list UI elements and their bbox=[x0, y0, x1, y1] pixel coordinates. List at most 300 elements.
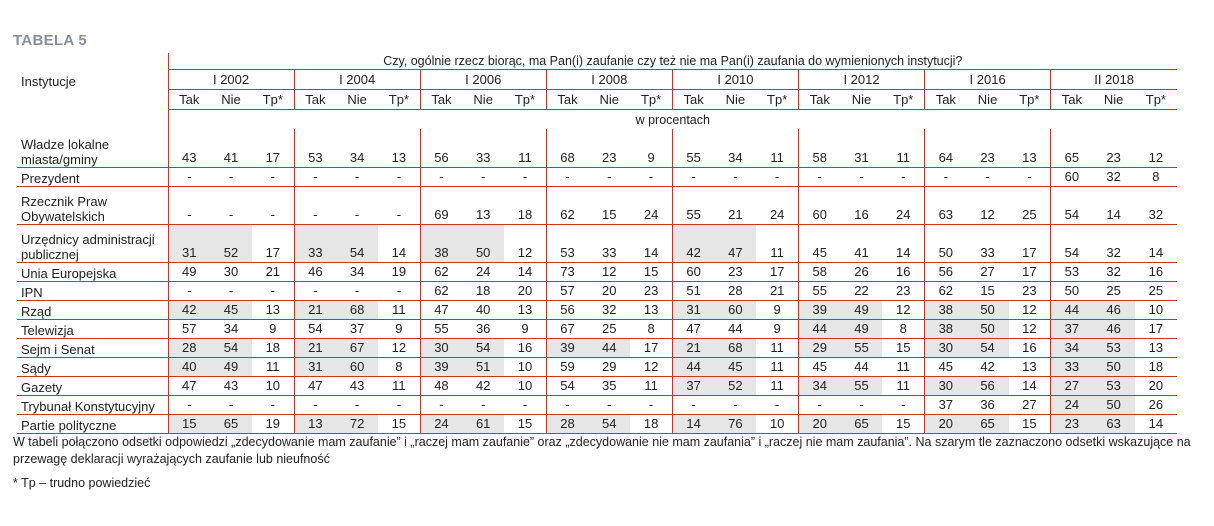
value-cell: 55 bbox=[420, 319, 462, 338]
value-cell: 16 bbox=[504, 338, 546, 357]
value-cell: 10 bbox=[504, 357, 546, 376]
value-cell: - bbox=[294, 186, 336, 224]
value-cell: - bbox=[210, 395, 252, 414]
value-cell: 58 bbox=[798, 262, 840, 281]
value-cell: - bbox=[840, 395, 882, 414]
value-cell: 11 bbox=[882, 129, 924, 167]
value-cell: 20 bbox=[925, 414, 967, 433]
value-cell: 25 bbox=[1009, 186, 1051, 224]
institution-name-line: publicznej bbox=[21, 246, 79, 262]
value-cell: 53 bbox=[294, 129, 336, 167]
answer-header: Nie bbox=[1093, 90, 1135, 110]
value-cell: 45 bbox=[210, 300, 252, 319]
institution-name bbox=[17, 262, 168, 281]
value-cell: 34 bbox=[714, 129, 756, 167]
value-cell: 49 bbox=[210, 357, 252, 376]
value-cell: 17 bbox=[1009, 224, 1051, 262]
value-cell: 43 bbox=[210, 376, 252, 395]
value-cell: 54 bbox=[294, 319, 336, 338]
value-cell: - bbox=[294, 395, 336, 414]
institution-name-line: IPN bbox=[21, 284, 43, 300]
value-cell: 47 bbox=[168, 376, 210, 395]
value-cell: - bbox=[504, 395, 546, 414]
value-cell: 64 bbox=[925, 129, 967, 167]
value-cell: - bbox=[294, 281, 336, 300]
value-cell: 15 bbox=[630, 262, 672, 281]
value-cell: - bbox=[378, 281, 420, 300]
year-header: I 2012 bbox=[798, 70, 924, 90]
value-cell: 52 bbox=[210, 224, 252, 262]
value-cell: 51 bbox=[462, 357, 504, 376]
value-cell: - bbox=[672, 167, 714, 186]
value-cell: 15 bbox=[967, 281, 1009, 300]
value-cell: 32 bbox=[1093, 224, 1135, 262]
value-cell: - bbox=[336, 395, 378, 414]
value-cell: 14 bbox=[504, 262, 546, 281]
value-cell: 14 bbox=[630, 224, 672, 262]
value-cell: 42 bbox=[168, 300, 210, 319]
value-cell: 56 bbox=[967, 376, 1009, 395]
value-cell: 54 bbox=[546, 376, 588, 395]
value-cell: 24 bbox=[420, 414, 462, 433]
value-cell: - bbox=[504, 167, 546, 186]
value-cell: - bbox=[925, 167, 967, 186]
table-row bbox=[17, 414, 1177, 433]
institution-name-line: Obywatelskich bbox=[21, 208, 105, 224]
table-row bbox=[17, 338, 1177, 357]
value-cell: 32 bbox=[1093, 262, 1135, 281]
value-cell: - bbox=[168, 167, 210, 186]
value-cell: 54 bbox=[462, 338, 504, 357]
year-header: I 2008 bbox=[546, 70, 672, 90]
value-cell: 61 bbox=[462, 414, 504, 433]
value-cell: 13 bbox=[504, 300, 546, 319]
value-cell: 52 bbox=[714, 376, 756, 395]
value-cell: 53 bbox=[546, 224, 588, 262]
value-cell: - bbox=[378, 167, 420, 186]
value-cell: 27 bbox=[967, 262, 1009, 281]
value-cell: 60 bbox=[714, 300, 756, 319]
value-cell: 54 bbox=[210, 338, 252, 357]
value-cell: - bbox=[336, 167, 378, 186]
table-row bbox=[17, 224, 1177, 262]
value-cell: 15 bbox=[588, 186, 630, 224]
institution-name bbox=[17, 224, 168, 262]
value-cell: 13 bbox=[1009, 357, 1051, 376]
answer-header: Tak bbox=[294, 90, 336, 110]
institution-name-line: Urzędnicy administracji bbox=[21, 231, 155, 247]
value-cell: 68 bbox=[546, 129, 588, 167]
value-cell: 15 bbox=[882, 414, 924, 433]
value-cell: 23 bbox=[588, 129, 630, 167]
institution-name-line: Władze lokalne bbox=[21, 136, 110, 152]
value-cell: 67 bbox=[546, 319, 588, 338]
institution-name-line: Sejm i Senat bbox=[21, 341, 95, 357]
value-cell: 32 bbox=[1093, 167, 1135, 186]
value-cell: 55 bbox=[798, 281, 840, 300]
value-cell: 14 bbox=[1135, 414, 1177, 433]
value-cell: 8 bbox=[630, 319, 672, 338]
answer-header: Tak bbox=[798, 90, 840, 110]
answer-header: Nie bbox=[210, 90, 252, 110]
value-cell: - bbox=[798, 395, 840, 414]
value-cell: 31 bbox=[840, 129, 882, 167]
value-cell: 12 bbox=[967, 186, 1009, 224]
value-cell: 38 bbox=[925, 319, 967, 338]
value-cell: 34 bbox=[210, 319, 252, 338]
year-header: I 2006 bbox=[420, 70, 546, 90]
institution-name bbox=[17, 376, 168, 395]
value-cell: 63 bbox=[1093, 414, 1135, 433]
value-cell: - bbox=[336, 281, 378, 300]
value-cell: 15 bbox=[168, 414, 210, 433]
value-cell: 11 bbox=[756, 129, 798, 167]
value-cell: 44 bbox=[798, 319, 840, 338]
value-cell: - bbox=[630, 395, 672, 414]
institution-name bbox=[17, 300, 168, 319]
value-cell: 9 bbox=[756, 319, 798, 338]
value-cell: 44 bbox=[714, 319, 756, 338]
table-label: TABELA 5 bbox=[13, 32, 88, 49]
value-cell: 29 bbox=[798, 338, 840, 357]
value-cell: 39 bbox=[798, 300, 840, 319]
value-cell: 67 bbox=[336, 338, 378, 357]
value-cell: 56 bbox=[420, 129, 462, 167]
unit-label: w procentach bbox=[168, 110, 1177, 130]
value-cell: 50 bbox=[1093, 357, 1135, 376]
value-cell: 25 bbox=[1135, 281, 1177, 300]
value-cell: 53 bbox=[1093, 376, 1135, 395]
value-cell: 11 bbox=[378, 376, 420, 395]
value-cell: - bbox=[967, 167, 1009, 186]
value-cell: 21 bbox=[294, 338, 336, 357]
value-cell: 37 bbox=[672, 376, 714, 395]
table-row bbox=[17, 281, 1177, 300]
value-cell: - bbox=[168, 395, 210, 414]
value-cell: 65 bbox=[210, 414, 252, 433]
institution-name bbox=[17, 186, 168, 224]
value-cell: 14 bbox=[672, 414, 714, 433]
value-cell: 45 bbox=[714, 357, 756, 376]
value-cell: 34 bbox=[336, 129, 378, 167]
value-cell: 36 bbox=[462, 319, 504, 338]
institution-name-line: Trybunał Konstytucyjny bbox=[21, 398, 155, 414]
value-cell: 44 bbox=[840, 357, 882, 376]
value-cell: 19 bbox=[252, 414, 294, 433]
answer-header: Tp* bbox=[378, 90, 420, 110]
value-cell: - bbox=[420, 167, 462, 186]
value-cell: - bbox=[210, 281, 252, 300]
answer-header: Nie bbox=[336, 90, 378, 110]
value-cell: 25 bbox=[1093, 281, 1135, 300]
value-cell: 56 bbox=[925, 262, 967, 281]
value-cell: 12 bbox=[588, 262, 630, 281]
value-cell: 76 bbox=[714, 414, 756, 433]
value-cell: - bbox=[462, 395, 504, 414]
value-cell: 12 bbox=[882, 300, 924, 319]
value-cell: 62 bbox=[420, 262, 462, 281]
value-cell: 50 bbox=[1051, 281, 1093, 300]
value-cell: 33 bbox=[294, 224, 336, 262]
value-cell: 21 bbox=[294, 300, 336, 319]
value-cell: 8 bbox=[378, 357, 420, 376]
value-cell: 47 bbox=[294, 376, 336, 395]
value-cell: 39 bbox=[420, 357, 462, 376]
value-cell: 49 bbox=[840, 300, 882, 319]
unit-spacer bbox=[17, 110, 168, 130]
value-cell: 14 bbox=[1093, 186, 1135, 224]
institution-name-line: Sądy bbox=[21, 360, 51, 376]
answer-header: Tp* bbox=[1009, 90, 1051, 110]
value-cell: 23 bbox=[1009, 281, 1051, 300]
value-cell: 20 bbox=[1135, 376, 1177, 395]
value-cell: 31 bbox=[168, 224, 210, 262]
value-cell: 65 bbox=[1051, 129, 1093, 167]
value-cell: 10 bbox=[504, 376, 546, 395]
value-cell: 40 bbox=[168, 357, 210, 376]
footnote: * Tp – trudno powiedzieć bbox=[13, 476, 151, 490]
value-cell: 69 bbox=[420, 186, 462, 224]
institution-name-line: Rząd bbox=[21, 303, 52, 319]
value-cell: 27 bbox=[1051, 376, 1093, 395]
value-cell: 8 bbox=[1135, 167, 1177, 186]
value-cell: 27 bbox=[1009, 395, 1051, 414]
value-cell: 11 bbox=[756, 357, 798, 376]
value-cell: 60 bbox=[672, 262, 714, 281]
value-cell: 14 bbox=[882, 224, 924, 262]
value-cell: 13 bbox=[462, 186, 504, 224]
value-cell: - bbox=[252, 167, 294, 186]
value-cell: 23 bbox=[630, 281, 672, 300]
value-cell: - bbox=[798, 167, 840, 186]
value-cell: 57 bbox=[168, 319, 210, 338]
value-cell: 44 bbox=[672, 357, 714, 376]
value-cell: 16 bbox=[1009, 338, 1051, 357]
value-cell: 35 bbox=[588, 376, 630, 395]
value-cell: 9 bbox=[504, 319, 546, 338]
table-row bbox=[17, 319, 1177, 338]
value-cell: 9 bbox=[756, 300, 798, 319]
table-row bbox=[17, 300, 1177, 319]
value-cell: 30 bbox=[210, 262, 252, 281]
answer-header: Tp* bbox=[252, 90, 294, 110]
value-cell: 18 bbox=[462, 281, 504, 300]
value-cell: 15 bbox=[1009, 414, 1051, 433]
value-cell: 23 bbox=[1093, 129, 1135, 167]
table-row bbox=[17, 357, 1177, 376]
value-cell: - bbox=[714, 167, 756, 186]
value-cell: 14 bbox=[1135, 224, 1177, 262]
value-cell: 36 bbox=[967, 395, 1009, 414]
value-cell: 49 bbox=[840, 319, 882, 338]
value-cell: 57 bbox=[546, 281, 588, 300]
trust-table bbox=[17, 53, 1177, 434]
value-cell: 33 bbox=[588, 224, 630, 262]
value-cell: - bbox=[672, 395, 714, 414]
value-cell: 26 bbox=[1135, 395, 1177, 414]
value-cell: 24 bbox=[630, 186, 672, 224]
value-cell: 17 bbox=[252, 129, 294, 167]
value-cell: - bbox=[378, 395, 420, 414]
survey-question: Czy, ogólnie rzecz biorąc, ma Pan(i) zaufanie czy też nie ma Pan(i) zaufania do wymienionych instytucji? bbox=[168, 53, 1177, 70]
value-cell: - bbox=[756, 395, 798, 414]
value-cell: 28 bbox=[714, 281, 756, 300]
value-cell: 53 bbox=[1093, 338, 1135, 357]
value-cell: 54 bbox=[967, 338, 1009, 357]
value-cell: 50 bbox=[1093, 395, 1135, 414]
value-cell: 17 bbox=[252, 224, 294, 262]
value-cell: 11 bbox=[504, 129, 546, 167]
value-cell: 41 bbox=[210, 129, 252, 167]
institution-name bbox=[17, 395, 168, 414]
value-cell: 55 bbox=[840, 338, 882, 357]
value-cell: 12 bbox=[378, 338, 420, 357]
institution-name bbox=[17, 129, 168, 167]
value-cell: 10 bbox=[252, 376, 294, 395]
answer-header: Nie bbox=[714, 90, 756, 110]
value-cell: 11 bbox=[882, 357, 924, 376]
answer-header: Tp* bbox=[756, 90, 798, 110]
value-cell: 21 bbox=[756, 281, 798, 300]
value-cell: 68 bbox=[336, 300, 378, 319]
value-cell: 46 bbox=[1093, 319, 1135, 338]
institution-name bbox=[17, 338, 168, 357]
answer-header: Nie bbox=[588, 90, 630, 110]
value-cell: 17 bbox=[630, 338, 672, 357]
value-cell: 58 bbox=[798, 129, 840, 167]
institution-name bbox=[17, 281, 168, 300]
value-cell: - bbox=[420, 395, 462, 414]
year-header: I 2002 bbox=[168, 70, 294, 90]
value-cell: 34 bbox=[336, 262, 378, 281]
value-cell: 30 bbox=[925, 376, 967, 395]
answer-header: Tak bbox=[925, 90, 967, 110]
value-cell: 56 bbox=[546, 300, 588, 319]
value-cell: - bbox=[840, 167, 882, 186]
value-cell: 49 bbox=[168, 262, 210, 281]
value-cell: 42 bbox=[672, 224, 714, 262]
value-cell: 15 bbox=[882, 338, 924, 357]
value-cell: 50 bbox=[462, 224, 504, 262]
answer-header: Nie bbox=[967, 90, 1009, 110]
value-cell: 15 bbox=[504, 414, 546, 433]
value-cell: 62 bbox=[546, 186, 588, 224]
value-cell: - bbox=[210, 167, 252, 186]
value-cell: - bbox=[714, 395, 756, 414]
institution-name-line: Unia Europejska bbox=[21, 265, 117, 281]
value-cell: 11 bbox=[252, 357, 294, 376]
value-cell: 28 bbox=[168, 338, 210, 357]
value-cell: 30 bbox=[420, 338, 462, 357]
value-cell: 11 bbox=[756, 376, 798, 395]
value-cell: 23 bbox=[967, 129, 1009, 167]
value-cell: 44 bbox=[1051, 300, 1093, 319]
institution-name bbox=[17, 319, 168, 338]
answer-header: Tp* bbox=[1135, 90, 1177, 110]
value-cell: - bbox=[336, 186, 378, 224]
table-row bbox=[17, 186, 1177, 224]
value-cell: 11 bbox=[756, 224, 798, 262]
value-cell: 33 bbox=[967, 224, 1009, 262]
value-cell: 9 bbox=[378, 319, 420, 338]
value-cell: 12 bbox=[630, 357, 672, 376]
value-cell: 33 bbox=[462, 129, 504, 167]
value-cell: 44 bbox=[588, 338, 630, 357]
value-cell: 9 bbox=[252, 319, 294, 338]
value-cell: 29 bbox=[588, 357, 630, 376]
answer-header: Tp* bbox=[630, 90, 672, 110]
value-cell: - bbox=[294, 167, 336, 186]
value-cell: 24 bbox=[882, 186, 924, 224]
value-cell: 11 bbox=[630, 376, 672, 395]
value-cell: 23 bbox=[1051, 414, 1093, 433]
value-cell: 18 bbox=[252, 338, 294, 357]
value-cell: - bbox=[630, 167, 672, 186]
value-cell: - bbox=[1009, 167, 1051, 186]
institution-name bbox=[17, 414, 168, 433]
value-cell: 42 bbox=[462, 376, 504, 395]
value-cell: 45 bbox=[925, 357, 967, 376]
value-cell: - bbox=[462, 167, 504, 186]
value-cell: 65 bbox=[967, 414, 1009, 433]
value-cell: - bbox=[546, 167, 588, 186]
value-cell: 60 bbox=[1051, 167, 1093, 186]
value-cell: 33 bbox=[1051, 357, 1093, 376]
value-cell: 18 bbox=[630, 414, 672, 433]
institution-name-line: Gazety bbox=[21, 379, 63, 395]
answer-header: Tp* bbox=[882, 90, 924, 110]
value-cell: 11 bbox=[882, 376, 924, 395]
answer-header: Nie bbox=[462, 90, 504, 110]
value-cell: - bbox=[756, 167, 798, 186]
value-cell: 46 bbox=[294, 262, 336, 281]
value-cell: 16 bbox=[1135, 262, 1177, 281]
value-cell: - bbox=[588, 167, 630, 186]
value-cell: 55 bbox=[672, 129, 714, 167]
institution-header: Instytucje bbox=[21, 73, 76, 89]
value-cell: 25 bbox=[588, 319, 630, 338]
value-cell: 10 bbox=[756, 414, 798, 433]
value-cell: 46 bbox=[1093, 300, 1135, 319]
value-cell: 12 bbox=[1009, 300, 1051, 319]
value-cell: 37 bbox=[925, 395, 967, 414]
value-cell: 21 bbox=[252, 262, 294, 281]
value-cell: 65 bbox=[840, 414, 882, 433]
value-cell: 14 bbox=[378, 224, 420, 262]
value-cell: - bbox=[588, 395, 630, 414]
value-cell: 68 bbox=[714, 338, 756, 357]
value-cell: 34 bbox=[798, 376, 840, 395]
value-cell: 16 bbox=[840, 186, 882, 224]
value-cell: 55 bbox=[672, 186, 714, 224]
value-cell: 17 bbox=[1009, 262, 1051, 281]
value-cell: 13 bbox=[378, 129, 420, 167]
value-cell: 12 bbox=[504, 224, 546, 262]
year-header: I 2004 bbox=[294, 70, 420, 90]
value-cell: 39 bbox=[546, 338, 588, 357]
institution-name-line: miasta/gminy bbox=[21, 151, 98, 167]
value-cell: 8 bbox=[882, 319, 924, 338]
value-cell: 47 bbox=[714, 224, 756, 262]
value-cell: 18 bbox=[504, 186, 546, 224]
value-cell: 20 bbox=[504, 281, 546, 300]
value-cell: 60 bbox=[798, 186, 840, 224]
value-cell: - bbox=[378, 186, 420, 224]
value-cell: 40 bbox=[462, 300, 504, 319]
value-cell: 13 bbox=[294, 414, 336, 433]
value-cell: 54 bbox=[1051, 224, 1093, 262]
value-cell: 54 bbox=[588, 414, 630, 433]
